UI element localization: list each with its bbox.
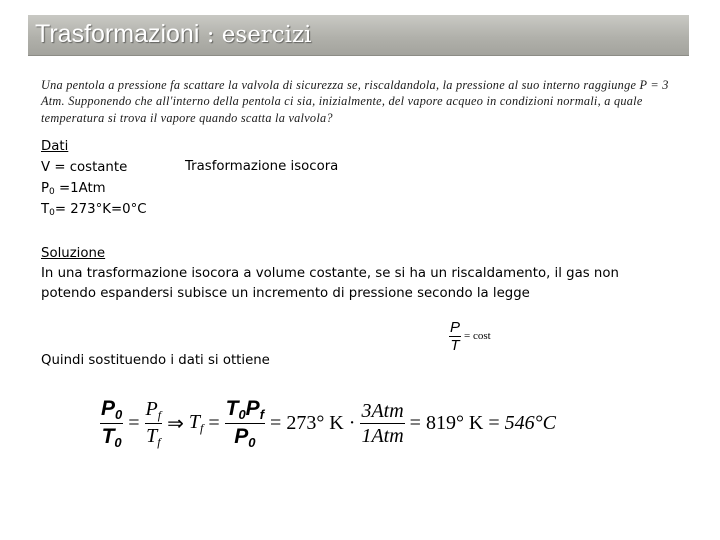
result-kelvin-value: 819° K [425,411,484,434]
soluzione-block [41,244,691,304]
soluzione-heading: Soluzione [41,246,106,261]
dati-volume: V = costante [41,160,128,175]
equals-sign: = [208,411,220,434]
multiply-dot: · [348,411,356,434]
dati-temperature [41,200,147,221]
slide-title [35,20,312,49]
equals-sign: = [270,411,282,434]
fraction-bar [225,423,265,424]
soluzione-line-1: In una trasformazione isocora a volume costante, se si ha un riscaldamento, il gas non [41,266,619,281]
dati-pressure-symbol: P [41,181,50,196]
p0-denominator: $P_0$ [234,424,256,450]
problem-statement: Una pentola a pressione fa scattare la valvola di sicurezza se, riscaldandola, la pressione al suo interno raggiunge P = 3 Atm. Supponendo che all'interno della pentola ci sia, inizialmente, del vapore acqueo in condizioni normali, a quale temperatura si trova il vapore quando scatta la valvola? [41,78,669,125]
quindi-text: Quindi sostituendo i dati si ottiene [41,353,270,368]
t0-pf-numerator: $T_0P_f$ [225,396,265,422]
pressure-ratio-denominator: 1Atm [361,424,404,447]
fraction-bar [100,423,123,424]
dati-heading: Dati [41,139,69,154]
dati-block [41,137,147,221]
dati-pressure-sub: 0 [49,187,55,197]
transformation-type: Trasformazione isocora [185,159,339,174]
law-numerator: P [450,318,461,336]
fraction-pressure-ratio [360,401,404,446]
title-sub: esercizi [221,22,312,48]
title-main: Trasformazioni [35,20,200,48]
fraction-p0-t0 [100,398,123,449]
pf-numerator: $P_f$ [145,397,162,422]
dati-pressure [41,179,147,200]
result-celsius-value: 546°C [504,411,557,434]
soluzione-line-2: potendo espandersi subisce un incremento di pressione secondo la legge [41,286,530,301]
fraction-bar [145,423,163,424]
equals-sign: = [488,411,500,434]
isochoric-law-formula [449,316,491,356]
law-denominator: T [450,336,460,354]
t0-denominator: $T_0$ [101,424,122,450]
tf-denominator: $T_f$ [146,424,161,449]
fraction-bar [360,423,404,424]
fraction-t0pf-p0 [225,398,265,449]
fraction-pf-tf [145,399,163,448]
initial-temperature-value: 273° K [286,411,344,434]
law-rhs: = cost [464,330,491,342]
title-separator: : [199,22,222,48]
dati-pressure-value: =1Atm [54,181,106,196]
implies-arrow: ⇒ [167,412,184,435]
dati-temperature-symbol: T [41,202,50,217]
pressure-ratio-numerator: 3Atm [361,399,404,422]
equals-sign: = [409,411,421,434]
equals-sign: = [128,411,140,434]
law-fraction [449,320,461,353]
result-formula [100,390,556,456]
dati-temperature-sub: 0 [49,208,55,218]
p0-numerator: $P_0$ [101,396,123,422]
tf-symbol: $T_f$ [188,410,204,435]
dati-temperature-value: = 273°K=0°C [54,202,147,217]
title-bar [28,15,689,56]
